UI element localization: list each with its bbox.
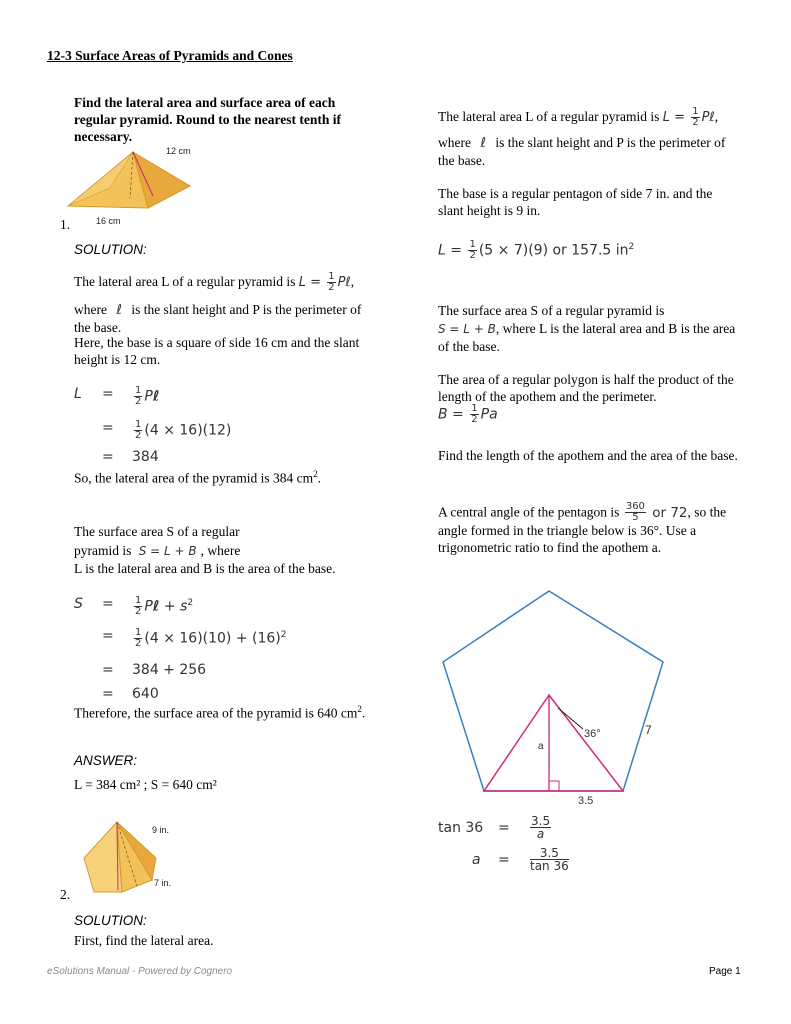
instructions: Find the lateral area and surface area of each regular pyramid. Round to the nearest tenth if necessary. — [74, 95, 342, 144]
right-polygon-formula: B = $\frac{1}{2}$ Pa — [438, 403, 498, 425]
right-lateral-def: The lateral area L of a regular pyramid is L = $\frac{1}{2}$ Pℓ, — [438, 106, 719, 128]
pentagon-apothem-figure — [438, 575, 668, 810]
right-central-angle-cont: angle formed in the triangle below is 36°. Use a trigonometric ratio to find the apothem a. — [438, 523, 697, 555]
p1-lateral-def: The lateral area L of a regular pyramid is L = $\frac{1}{2}$ Pℓ, — [74, 271, 355, 293]
pentagonal-pyramid-figure — [72, 818, 192, 898]
right-sa-def-line1: The surface area S of a regular pyramid is — [438, 303, 665, 318]
square-pyramid-figure — [58, 138, 208, 230]
problem-1-number: 1. — [60, 217, 71, 232]
pentagon-side-label: 7 — [645, 723, 652, 737]
problem-2-number: 2. — [60, 887, 71, 902]
apothem-equation: a = $\frac{3.5}{\tan 36}$ — [472, 846, 569, 873]
fig2-side-label: 7 in. — [154, 878, 172, 888]
pentagon-angle-label: 36° — [584, 728, 601, 740]
fig1-top-label: 12 cm — [166, 146, 191, 156]
right-polygon-def: The area of a regular polygon is half the product of the length of the apothem and the perimeter. — [438, 372, 734, 404]
pentagon-apothem-label: a — [538, 741, 544, 752]
p1-sa-def-line1: The surface area S of a regular — [74, 524, 240, 539]
p2-first-step: First, find the lateral area. — [74, 933, 214, 948]
right-lateral-calc: L = $\frac{1}{2}$ (5 × 7)(9) or 157.5 $in^2$ — [438, 239, 635, 261]
p1-solution-label: SOLUTION: — [74, 242, 147, 257]
p1-conclusion-surface: Therefore, the surface area of the pyramid is 640 $cm^2$. — [74, 704, 366, 721]
page-number: Page 1 — [709, 966, 741, 977]
fig2-slant-label: 9 in. — [152, 825, 170, 835]
p1-answer-label: ANSWER: — [74, 753, 138, 768]
right-central-angle: A central angle of the pentagon is $\frac{360}{5}$ or 72, so the — [438, 501, 727, 523]
footer-credit: eSolutions Manual - Powered by Cognero — [47, 966, 233, 977]
tan-equation: tan 36 = $\frac{3.5}{a}$ — [438, 814, 551, 841]
p1-where-text: where ℓ is the slant height and P is the perimeter of the base. — [74, 302, 362, 335]
p1-answer: L = 384 cm² ; S = 640 cm² — [74, 777, 217, 792]
fig1-bottom-label: 16 cm — [96, 216, 121, 226]
right-where-text: where ℓ is the slant height and P is the perimeter of the base. — [438, 135, 726, 168]
right-sa-def-line2: S = L + B, where L is the lateral area and B is the area of the base. — [438, 321, 736, 354]
p1-conclusion-lateral: So, the lateral area of the pyramid is 384 $cm^2$. — [74, 469, 322, 486]
p1-base-desc: Here, the base is a square of side 16 cm and the slant height is 12 cm. — [74, 335, 360, 367]
page-heading: 12-3 Surface Areas of Pyramids and Cones — [47, 48, 293, 63]
right-apothem-task: Find the length of the apothem and the area of the base. — [438, 448, 738, 463]
p2-solution-label: SOLUTION: — [74, 913, 147, 928]
pentagon-half-label: 3.5 — [578, 795, 594, 807]
p1-sa-def-line2: pyramid is S = L + B , where — [74, 543, 241, 558]
right-base-desc: The base is a regular pentagon of side 7 in. and the slant height is 9 in. — [438, 186, 713, 218]
p1-sa-def-line3: L is the lateral area and B is the area of the base. — [74, 561, 336, 576]
